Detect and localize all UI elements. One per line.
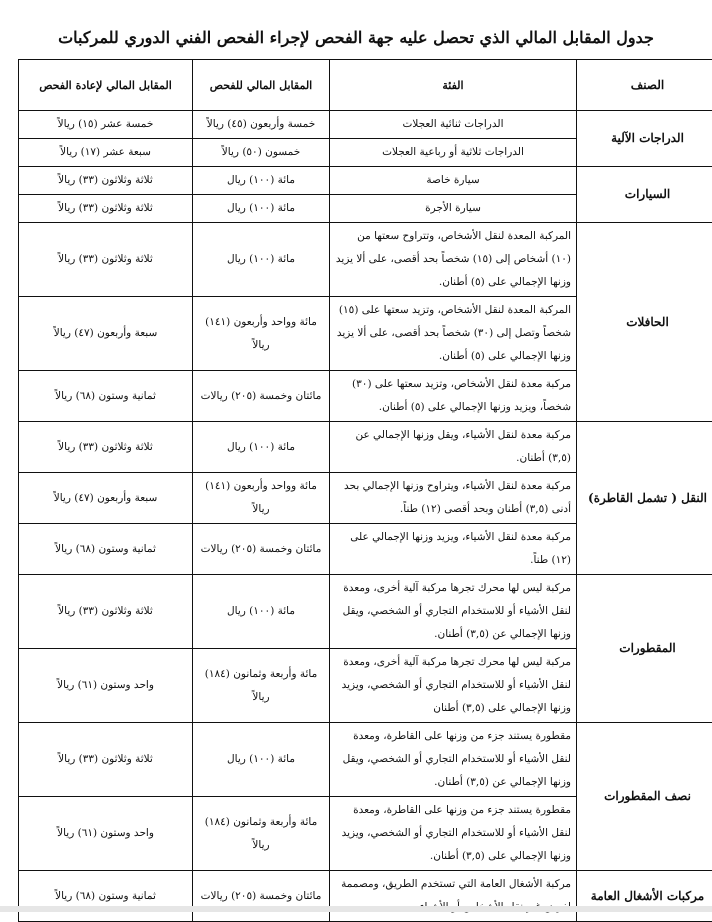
row-category: مركبة معدة لنقل الأشياء، ويتراوح وزنها الإجمالي بحد أدنى (٣,٥) أطنان وبحد أقصى (١٢) طناً. [330, 473, 577, 524]
row-fee: مائة (١٠٠) ريال [193, 723, 330, 797]
row-refee: ثلاثة وثلاثون (٣٣) ريالاً [19, 223, 193, 297]
row-refee: سبعة وأربعون (٤٧) ريالاً [19, 297, 193, 371]
page-title: جدول المقابل المالي الذي تحصل عليه جهة الفحص لإجراء الفحص الفني الدوري للمركبات [20, 28, 692, 47]
table-row [19, 871, 712, 922]
table-row [19, 723, 712, 797]
table-row [19, 422, 712, 473]
fees-table [18, 59, 712, 922]
table-row [19, 167, 712, 195]
row-category: الدراجات ثلاثية أو رباعية العجلات [330, 139, 577, 167]
class-trailers: المقطورات [577, 575, 712, 723]
table-row [19, 575, 712, 649]
row-fee: خمسة وأربعون (٤٥) ريالاً [193, 111, 330, 139]
row-fee: مائة وواحد وأربعون (١٤١) ريالاً [193, 473, 330, 524]
table-row [19, 223, 712, 297]
row-category: مركبة معدة لنقل الأشياء، ويقل وزنها الإجمالي عن (٣,٥) أطنان. [330, 422, 577, 473]
header-refee: المقابل المالي لإعادة الفحص [19, 60, 193, 111]
row-refee: واحد وستون (٦١) ريالاً [19, 797, 193, 871]
row-category: مقطورة يستند جزء من وزنها على القاطرة، ومعدة لنقل الأشياء أو للاستخدام التجاري أو الشخصي، ويقل وزنها الإجمالي عن (٣,٥) أطنان. [330, 723, 577, 797]
row-refee: ثمانية وستون (٦٨) ريالاً [19, 524, 193, 575]
row-category: المركبة المعدة لنقل الأشخاص، وتزيد سعتها على (١٥) شخصاً وتصل إلى (٣٠) شخصاً بحد أقصى، على ألا يزيد وزنها الإجمالي على (٥) أطنان. [330, 297, 577, 371]
row-category: سيارة خاصة [330, 167, 577, 195]
row-fee: مائة وواحد وأربعون (١٤١) ريالاً [193, 297, 330, 371]
class-public-works: مركبات الأشغال العامة [577, 871, 712, 922]
class-cars: السيارات [577, 167, 712, 223]
class-transport: النقل ( تشمل القاطرة) [577, 422, 712, 575]
row-category: مقطورة يستند جزء من وزنها على القاطرة، ومعدة لنقل الأشياء أو للاستخدام التجاري أو الشخصي، ويزيد وزنها الإجمالي على (٣,٥) أطنان. [330, 797, 577, 871]
row-refee: ثمانية وستون (٦٨) ريالاً [19, 371, 193, 422]
class-buses: الحافلات [577, 223, 712, 422]
row-refee: سبعة عشر (١٧) ريالاً [19, 139, 193, 167]
row-category: مركبة الأشغال العامة التي تستخدم الطريق، ومصممة [330, 871, 577, 922]
row-fee: مائة (١٠٠) ريال [193, 575, 330, 649]
header-category: الفئة [330, 60, 577, 111]
row-fee: مائة (١٠٠) ريال [193, 167, 330, 195]
row-refee: واحد وستون (٦١) ريالاً [19, 649, 193, 723]
row-fee: مائتان وخمسة (٢٠٥) ريالات [193, 371, 330, 422]
row-refee: ثمانية وستون (٦٨) ريالاً [19, 871, 193, 922]
row-fee: مائة (١٠٠) ريال [193, 422, 330, 473]
header-fee: المقابل المالي للفحص [193, 60, 330, 111]
row-category: مركبة معدة لنقل الأشياء، ويزيد وزنها الإجمالي على (١٢) طناً. [330, 524, 577, 575]
row-refee: سبعة وأربعون (٤٧) ريالاً [19, 473, 193, 524]
row-category: مركبة ليس لها محرك تجرها مركبة آلية أخرى، ومعدة لنقل الأشياء أو للاستخدام التجاري أو الشخصي، ويزيد وزنها الإجمالي على (٣,٥) أطنان [330, 649, 577, 723]
row-fee: مائتان وخمسة (٢٠٥) ريالات [193, 871, 330, 922]
row-fee: مائة (١٠٠) ريال [193, 195, 330, 223]
row-refee: ثلاثة وثلاثون (٣٣) ريالاً [19, 422, 193, 473]
row-fee: خمسون (٥٠) ريالاً [193, 139, 330, 167]
class-semi-trailers: نصف المقطورات [577, 723, 712, 871]
table-row [19, 111, 712, 139]
table-header-row [19, 60, 712, 111]
row-refee: ثلاثة وثلاثون (٣٣) ريالاً [19, 575, 193, 649]
row-category: مركبة معدة لنقل الأشخاص، وتزيد سعتها على (٣٠) شخصاً، ويزيد وزنها الإجمالي على (٥) أطنان. [330, 371, 577, 422]
row-fee: مائة وأربعة وثمانون (١٨٤) ريالاً [193, 797, 330, 871]
row-fee: مائة (١٠٠) ريال [193, 223, 330, 297]
row-category: المركبة المعدة لنقل الأشخاص، وتتراوح سعتها من (١٠) أشخاص إلى (١٥) شخصاً بحد أقصى، على ألا يزيد وزنها الإجمالي على (٥) أطنان. [330, 223, 577, 297]
page-edge [0, 906, 712, 912]
row-fee: مائة وأربعة وثمانون (١٨٤) ريالاً [193, 649, 330, 723]
row-category: مركبة ليس لها محرك تجرها مركبة آلية أخرى، ومعدة لنقل الأشياء أو للاستخدام التجاري أو الشخصي، ويقل وزنها الإجمالي عن (٣,٥) أطنان. [330, 575, 577, 649]
row-category: الدراجات ثنائية العجلات [330, 111, 577, 139]
row-refee: ثلاثة وثلاثون (٣٣) ريالاً [19, 167, 193, 195]
row-refee: خمسة عشر (١٥) ريالاً [19, 111, 193, 139]
header-class: الصنف [577, 60, 712, 111]
row-refee: ثلاثة وثلاثون (٣٣) ريالاً [19, 723, 193, 797]
row-refee: ثلاثة وثلاثون (٣٣) ريالاً [19, 195, 193, 223]
row-fee: مائتان وخمسة (٢٠٥) ريالات [193, 524, 330, 575]
row-category: سيارة الأجرة [330, 195, 577, 223]
class-motorcycles: الدراجات الآلية [577, 111, 712, 167]
